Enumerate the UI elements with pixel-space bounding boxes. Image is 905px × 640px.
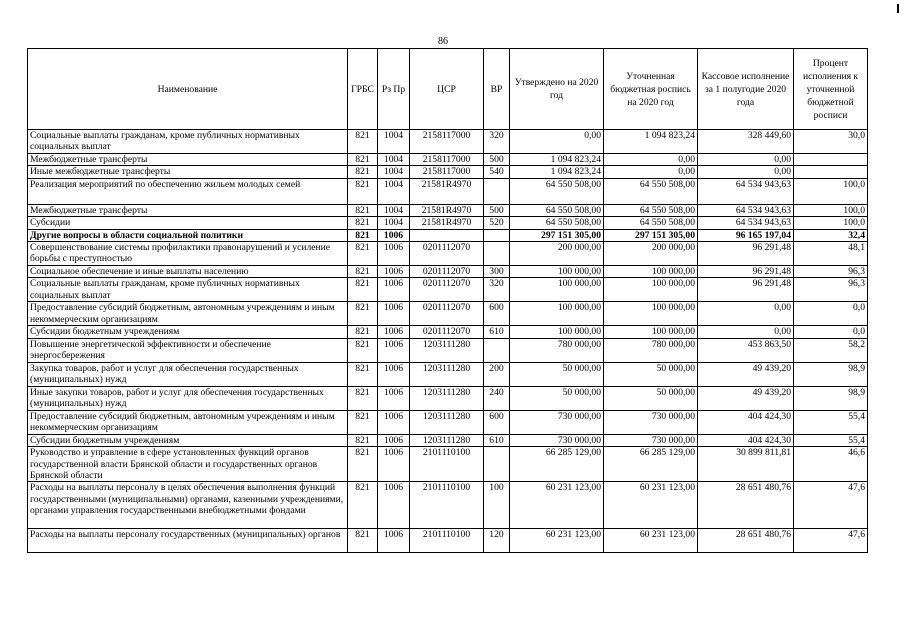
cell-name: Закупка товаров, работ и услуг для обеспечения государственных (муниципальных) нужд [28,362,348,386]
cell-rzpr: 1006 [378,447,410,482]
cell-rzpr: 1006 [378,229,410,241]
cell-cash: 0,00 [698,326,794,338]
cell-vr: 500 [484,204,510,216]
cell-csr: 1203111280 [410,338,484,362]
cell-name: Межбюджетные трансферты [28,204,348,216]
table-row [28,447,868,482]
cell-csr [410,229,484,241]
header-rzpr: Рз Пр [378,49,410,130]
cell-approved: 64 550 508,00 [510,204,604,216]
cell-grbs: 821 [348,338,378,362]
cell-approved: 297 151 305,00 [510,229,604,241]
cell-percent: 98,9 [794,386,868,410]
cell-vr: 120 [484,529,510,553]
cell-approved: 50 000,00 [510,362,604,386]
cell-cash: 0,00 [698,166,794,178]
table-row [28,386,868,410]
cell-approved: 66 285 129,00 [510,447,604,482]
cell-vr: 610 [484,326,510,338]
cell-grbs: 821 [348,266,378,278]
cell-approved: 200 000,00 [510,242,604,266]
table-row [28,166,868,178]
cell-vr: 600 [484,410,510,434]
cell-grbs: 821 [348,204,378,216]
cell-refined: 64 550 508,00 [604,204,698,216]
cell-vr: 520 [484,217,510,229]
header-vr: ВР [484,49,510,130]
cell-name: Реализация мероприятий по обеспечению жильем молодых семей [28,178,348,204]
cell-name: Совершенствование системы профилактики правонарушений и усиление борьбы с преступностью [28,242,348,266]
cell-grbs: 821 [348,242,378,266]
cell-refined: 66 285 129,00 [604,447,698,482]
cell-csr: 2158117000 [410,130,484,154]
cell-percent: 47,6 [794,529,868,553]
cell-cash: 96 291,48 [698,278,794,302]
cell-rzpr: 1004 [378,204,410,216]
header-row [28,49,868,130]
cell-refined: 64 550 508,00 [604,178,698,204]
cell-rzpr: 1004 [378,178,410,204]
page-number: 86 [438,36,448,47]
header-percent: Процент исполнения к уточненной бюджетной росписи [794,49,868,130]
cell-cash: 0,00 [698,154,794,166]
cell-approved: 60 231 123,00 [510,482,604,529]
cell-csr: 2158117000 [410,166,484,178]
cell-name: Предоставление субсидий бюджетным, автономным учреждениям и иным некоммерческим организациям [28,410,348,434]
cell-percent: 46,6 [794,447,868,482]
cell-refined: 780 000,00 [604,338,698,362]
cell-vr [484,242,510,266]
cell-cash: 49 439,20 [698,386,794,410]
cell-percent: 48,1 [794,242,868,266]
cell-grbs: 821 [348,217,378,229]
cell-cash: 96 291,48 [698,266,794,278]
header-refined: Уточненная бюджетная роспись на 2020 год [604,49,698,130]
cell-cash: 328 449,60 [698,130,794,154]
cell-rzpr: 1006 [378,410,410,434]
cell-cash: 30 899 811,81 [698,447,794,482]
table-row-section [28,229,868,241]
cell-grbs: 821 [348,386,378,410]
cell-name: Социальные выплаты гражданам, кроме публичных нормативных социальных выплат [28,278,348,302]
cell-vr [484,447,510,482]
cell-approved: 60 231 123,00 [510,529,604,553]
cell-grbs: 821 [348,482,378,529]
cell-name: Расходы на выплаты персоналу государственных (муниципальных) органов [28,529,348,553]
cell-rzpr: 1006 [378,362,410,386]
cell-rzpr: 1004 [378,166,410,178]
cell-name: Социальные выплаты гражданам, кроме публичных нормативных социальных выплат [28,130,348,154]
cell-cash: 404 424,30 [698,434,794,446]
cell-grbs: 821 [348,410,378,434]
cell-rzpr: 1006 [378,266,410,278]
cell-rzpr: 1004 [378,217,410,229]
cell-percent: 98,9 [794,362,868,386]
cell-approved: 100 000,00 [510,326,604,338]
cell-percent [794,166,868,178]
table-row [28,204,868,216]
cell-cash: 404 424,30 [698,410,794,434]
cell-name: Руководство и управление в сфере установленных функций органов государственной власти Брянской области и государственных органов Брянской области [28,447,348,482]
cell-percent: 100,0 [794,217,868,229]
cell-vr: 320 [484,130,510,154]
cell-grbs: 821 [348,154,378,166]
cell-name: Иные межбюджетные трансферты [28,166,348,178]
cell-grbs: 821 [348,229,378,241]
cell-refined: 297 151 305,00 [604,229,698,241]
cell-approved: 64 550 508,00 [510,178,604,204]
cell-refined: 64 550 508,00 [604,217,698,229]
cell-grbs: 821 [348,529,378,553]
cell-csr: 1203111280 [410,434,484,446]
cell-name: Межбюджетные трансферты [28,154,348,166]
cell-vr: 100 [484,482,510,529]
cell-csr: 2101110100 [410,482,484,529]
table-row [28,302,868,326]
cell-refined: 1 094 823,24 [604,130,698,154]
table-row [28,278,868,302]
cell-percent: 0,0 [794,302,868,326]
cell-rzpr: 1006 [378,278,410,302]
header-cash: Кассовое исполнение за 1 полугодие 2020 года [698,49,794,130]
cell-approved: 0,00 [510,130,604,154]
cell-name: Повышение энергетической эффективности и обеспечение энергосбережения [28,338,348,362]
header-grbs: ГРБС [348,49,378,130]
cell-approved: 100 000,00 [510,278,604,302]
cell-cash: 64 534 943,63 [698,178,794,204]
cell-csr: 0201112070 [410,242,484,266]
cell-rzpr: 1004 [378,130,410,154]
cell-percent: 55,4 [794,410,868,434]
cell-csr: 2158117000 [410,154,484,166]
table-row [28,154,868,166]
header-approved: Утверждено на 2020 год [510,49,604,130]
cell-refined: 60 231 123,00 [604,482,698,529]
cell-csr: 21581R4970 [410,204,484,216]
cell-rzpr: 1006 [378,529,410,553]
cell-vr: 300 [484,266,510,278]
cell-rzpr: 1006 [378,434,410,446]
cell-cash: 453 863,50 [698,338,794,362]
cell-grbs: 821 [348,178,378,204]
cell-rzpr: 1006 [378,482,410,529]
cell-vr: 500 [484,154,510,166]
cell-grbs: 821 [348,278,378,302]
cell-vr: 600 [484,302,510,326]
cell-name: Субсидии бюджетным учреждениям [28,434,348,446]
cell-cash: 96 165 197,04 [698,229,794,241]
cell-approved: 100 000,00 [510,302,604,326]
cell-vr: 610 [484,434,510,446]
cell-vr: 240 [484,386,510,410]
table-row [28,529,868,553]
cell-csr: 1203111280 [410,362,484,386]
cell-grbs: 821 [348,130,378,154]
cell-percent: 0,0 [794,326,868,338]
table-row [28,410,868,434]
cell-percent: 96,3 [794,278,868,302]
cell-csr: 0201112070 [410,266,484,278]
cell-approved: 100 000,00 [510,266,604,278]
cell-refined: 730 000,00 [604,410,698,434]
cell-grbs: 821 [348,362,378,386]
cell-cash: 49 439,20 [698,362,794,386]
cell-vr [484,338,510,362]
cell-refined: 730 000,00 [604,434,698,446]
cell-grbs: 821 [348,166,378,178]
table-row [28,434,868,446]
cell-approved: 64 550 508,00 [510,217,604,229]
budget-table [27,48,868,553]
table-row [28,130,868,154]
cell-csr: 1203111280 [410,386,484,410]
cell-name: Иные закупки товаров, работ и услуг для обеспечения государственных (муниципальных) нужд [28,386,348,410]
cell-refined: 200 000,00 [604,242,698,266]
cell-cash: 0,00 [698,302,794,326]
cell-percent: 55,4 [794,434,868,446]
cell-refined: 0,00 [604,154,698,166]
table-row [28,242,868,266]
cell-grbs: 821 [348,326,378,338]
cell-vr [484,229,510,241]
cell-name: Предоставление субсидий бюджетным, автономным учреждениям и иным некоммерческим организациям [28,302,348,326]
cell-percent: 30,0 [794,130,868,154]
header-csr: ЦСР [410,49,484,130]
cell-csr: 21581R4970 [410,217,484,229]
cell-name: Социальное обеспечение и иные выплаты населению [28,266,348,278]
table-row [28,482,868,529]
cell-csr: 2101110100 [410,447,484,482]
cell-refined: 60 231 123,00 [604,529,698,553]
cell-cash: 28 651 480,76 [698,482,794,529]
cell-percent: 58,2 [794,338,868,362]
cell-vr: 200 [484,362,510,386]
table-row [28,266,868,278]
cell-rzpr: 1006 [378,326,410,338]
edge-mark [897,4,899,13]
header-name: Наименование [28,49,348,130]
cell-csr: 21581R4970 [410,178,484,204]
cell-csr: 0201112070 [410,278,484,302]
cell-grbs: 821 [348,447,378,482]
cell-grbs: 821 [348,434,378,446]
table-row [28,217,868,229]
cell-approved: 780 000,00 [510,338,604,362]
cell-cash: 96 291,48 [698,242,794,266]
cell-cash: 28 651 480,76 [698,529,794,553]
cell-refined: 50 000,00 [604,362,698,386]
cell-cash: 64 534 943,63 [698,204,794,216]
cell-percent: 47,6 [794,482,868,529]
cell-vr: 540 [484,166,510,178]
cell-approved: 730 000,00 [510,434,604,446]
cell-rzpr: 1006 [378,386,410,410]
cell-rzpr: 1004 [378,154,410,166]
cell-csr: 1203111280 [410,410,484,434]
cell-refined: 100 000,00 [604,326,698,338]
cell-csr: 0201112070 [410,326,484,338]
table-row [28,326,868,338]
cell-refined: 100 000,00 [604,302,698,326]
cell-percent [794,154,868,166]
cell-approved: 1 094 823,24 [510,154,604,166]
cell-refined: 100 000,00 [604,278,698,302]
cell-approved: 730 000,00 [510,410,604,434]
cell-approved: 50 000,00 [510,386,604,410]
table-row [28,178,868,204]
cell-refined: 100 000,00 [604,266,698,278]
cell-refined: 0,00 [604,166,698,178]
cell-vr [484,178,510,204]
cell-vr: 320 [484,278,510,302]
cell-name: Субсидии [28,217,348,229]
cell-percent: 32,4 [794,229,868,241]
cell-csr: 0201112070 [410,302,484,326]
cell-percent: 96,3 [794,266,868,278]
cell-name: Субсидии бюджетным учреждениям [28,326,348,338]
cell-approved: 1 094 823,24 [510,166,604,178]
cell-refined: 50 000,00 [604,386,698,410]
cell-csr: 2101110100 [410,529,484,553]
table-row [28,362,868,386]
cell-percent: 100,0 [794,178,868,204]
cell-rzpr: 1006 [378,302,410,326]
cell-rzpr: 1006 [378,242,410,266]
cell-cash: 64 534 943,63 [698,217,794,229]
cell-name: Расходы на выплаты персоналу в целях обеспечения выполнения функций государственными (муниципальными) органами, казенными учреждениями, органами управления государственными внебюджетными фондами [28,482,348,529]
cell-rzpr: 1006 [378,338,410,362]
cell-name: Другие вопросы в области социальной политики [28,229,348,241]
table-row [28,338,868,362]
cell-percent: 100,0 [794,204,868,216]
cell-grbs: 821 [348,302,378,326]
